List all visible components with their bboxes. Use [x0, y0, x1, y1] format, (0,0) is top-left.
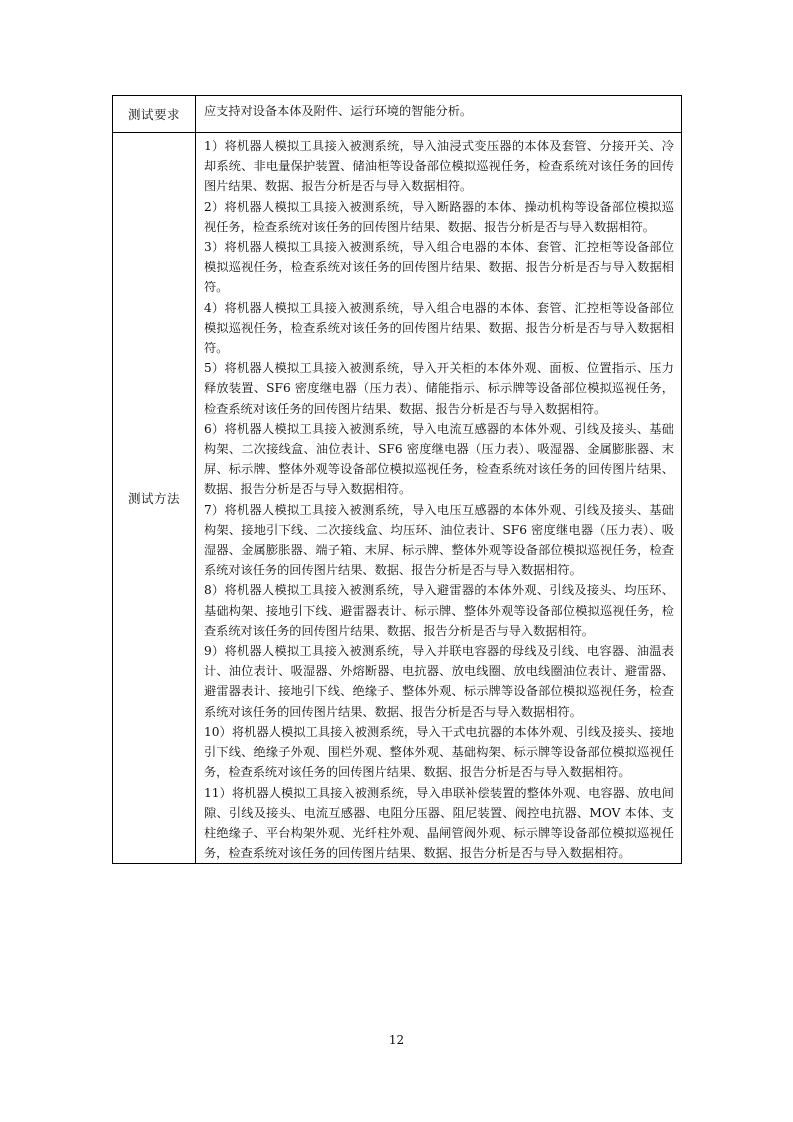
method-item-6: 6）将机器人模拟工具接入被测系统，导入电流互感器的本体外观、引线及接头、基础构架、二次接线盒、油位表计、SF6 密度继电器（压力表）、吸湿器、金属膨胀器、末屏、标示牌、整体外观等设备部位模拟巡视任务，检查系统对该任务的回传图片结果、数据、报告分析是否与导入数据相符。 [204, 421, 674, 497]
method-item-1: 1）将机器人模拟工具接入被测系统，导入油浸式变压器的本体及套管、分接开关、冷却系统、非电量保护装置、储油柜等设备部位模拟巡视任务，检查系统对该任务的回传图片结果、数据、报告分析是否与导入数据相符。 [204, 139, 674, 194]
requirement-content: 应支持对设备本体及附件、运行环境的智能分析。 [196, 96, 682, 133]
method-item-5: 5）将机器人模拟工具接入被测系统，导入开关柜的本体外观、面板、位置指示、压力释放装置、SF6 密度继电器（压力表）、储能指示、标示牌等设备部位模拟巡视任务，检查系统对该任务的回传图片结果、数据、报告分析是否与导入数据相符。 [204, 361, 674, 416]
method-item-2: 2）将机器人模拟工具接入被测系统，导入断路器的本体、操动机构等设备部位模拟巡视任务，检查系统对该任务的回传图片结果、数据、报告分析是否与导入数据相符。 [204, 199, 674, 234]
method-item-9: 9）将机器人模拟工具接入被测系统，导入并联电容器的母线及引线、电容器、油温表计、油位表计、吸湿器、外熔断器、电抗器、放电线圈、放电线圈油位表计、避雷器、避雷器表计、接地引下线、绝缘子、整体外观、标示牌等设备部位模拟巡视任务，检查系统对该任务的回传图片结果、数据、报告分析是否与导入数据相符。 [204, 644, 674, 719]
test-spec-table [112, 95, 682, 864]
method-item-10: 10）将机器人模拟工具接入被测系统，导入干式电抗器的本体外观、引线及接头、接地引下线、绝缘子外观、围栏外观、整体外观、基础构架、标示牌等设备部位模拟巡视任务，检查系统对该任务的回传图片结果、数据、报告分析是否与导入数据相符。 [204, 724, 674, 780]
method-item-7: 7）将机器人模拟工具接入被测系统，导入电压互感器的本体外观、引线及接头、基础构架、接地引下线、二次接线盒、均压环、油位表计、SF6 密度继电器（压力表）、吸湿器、金属膨胀器、端子箱、末屏、标示牌、整体外观等设备部位模拟巡视任务，检查系统对该任务的回传图片结果、数据、报告分析是否与导入数据相符。 [204, 502, 674, 578]
method-item-3: 3）将机器人模拟工具接入被测系统，导入组合电器的本体、套管、汇控柜等设备部位模拟巡视任务，检查系统对该任务的回传图片结果、数据、报告分析是否与导入数据相符。 [204, 240, 674, 295]
table-row-requirement [113, 96, 682, 133]
method-item-8: 8）将机器人模拟工具接入被测系统，导入避雷器的本体外观、引线及接头、均压环、基础构架、接地引下线、避雷器表计、标示牌、整体外观等设备部位模拟巡视任务，检查系统对该任务的回传图片结果、数据、报告分析是否与导入数据相符。 [204, 583, 674, 638]
page-number: 12 [388, 1033, 405, 1047]
method-item-11: 11）将机器人模拟工具接入被测系统，导入串联补偿装置的整体外观、电容器、放电间隙、引线及接头、电流互感器、电阻分压器、阻尼装置、阀控电抗器、MOV 本体、支柱绝缘子、平台构架外观、光纤柱外观、晶闸管阀外观、标示牌等设备部位模拟巡视任务，检查系统对该任务的回传图片结果、数据、报告分析是否与导入数据相符。 [204, 785, 674, 861]
method-label: 测试方法 [113, 133, 196, 864]
method-item-4: 4）将机器人模拟工具接入被测系统，导入组合电器的本体、套管、汇控柜等设备部位模拟巡视任务，检查系统对该任务的回传图片结果、数据、报告分析是否与导入数据相符。 [204, 300, 674, 356]
requirement-label: 测试要求 [113, 96, 196, 133]
table-row-method [113, 133, 682, 864]
method-content [196, 133, 682, 864]
